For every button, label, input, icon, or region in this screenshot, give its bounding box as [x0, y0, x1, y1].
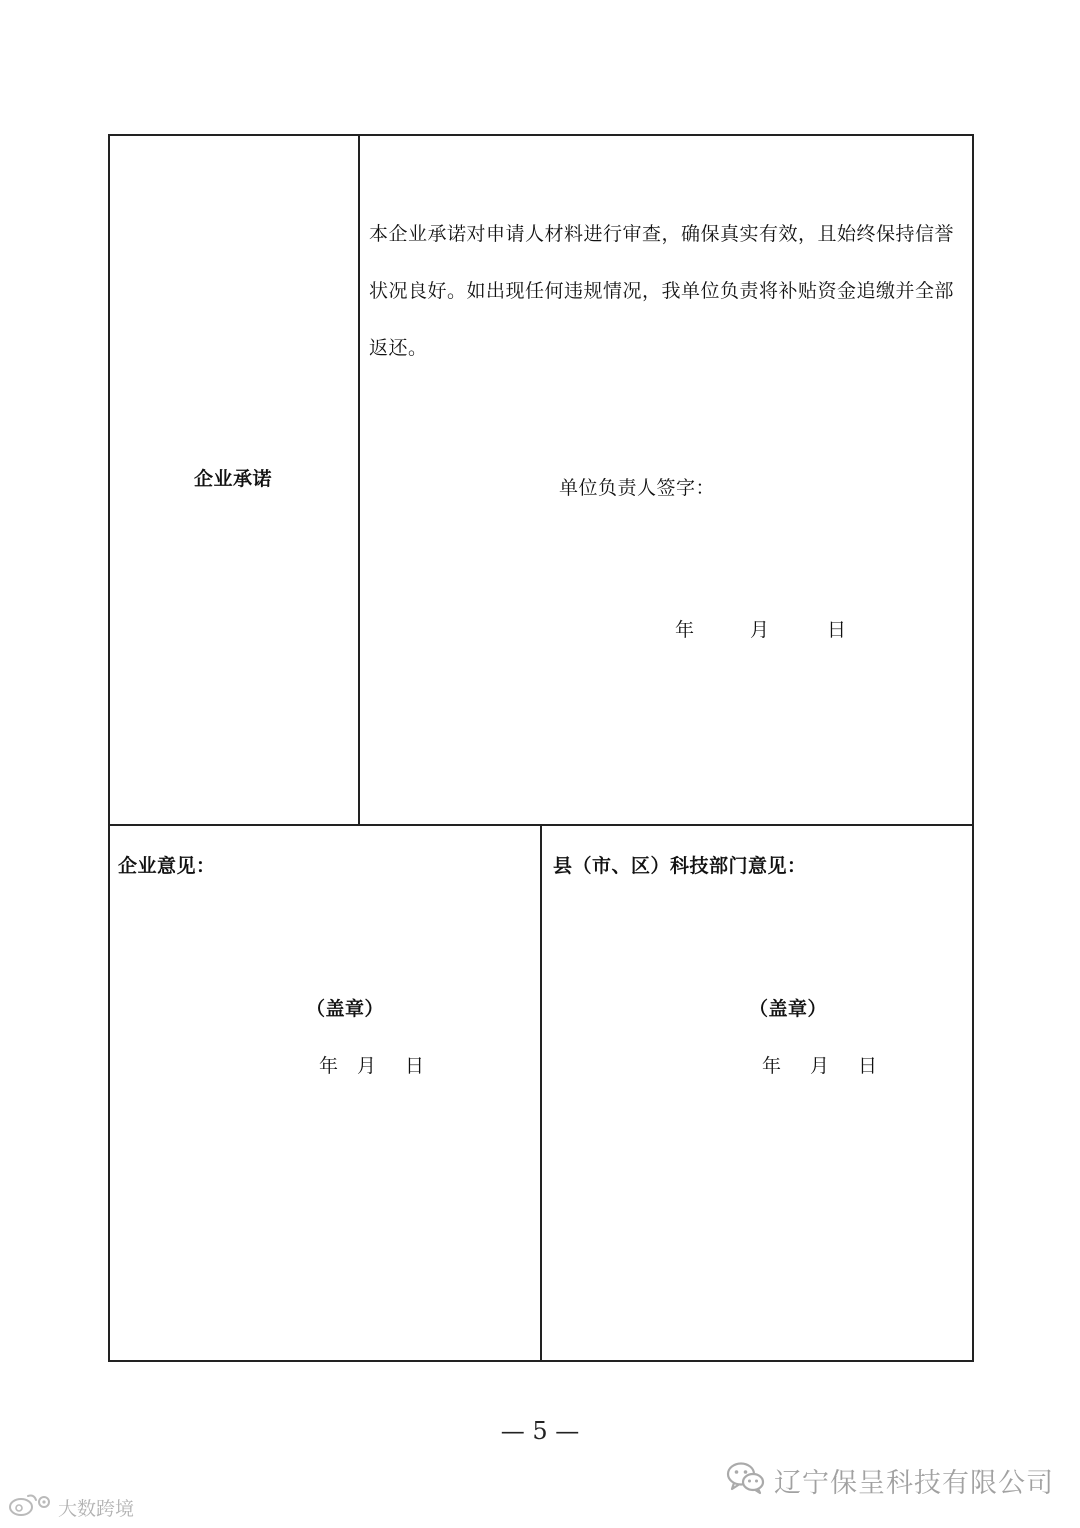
commitment-column-divider — [358, 134, 360, 825]
weibo-icon — [8, 1492, 54, 1522]
wechat-icon — [726, 1461, 766, 1499]
date-day: 日 — [858, 1055, 878, 1077]
date-month: 月 — [750, 619, 770, 641]
wechat-account-name: 辽宁保呈科技有限公司 — [774, 1467, 1054, 1499]
department-seal-label: （盖章） — [749, 998, 828, 1020]
department-opinion-label: 县（市、区）科技部门意见： — [553, 855, 807, 877]
commitment-paragraph-line: 状况良好。如出现任何违规情况，我单位负责将补贴资金追缴并全部 — [369, 280, 955, 302]
date-year: 年 — [762, 1055, 782, 1077]
date-month: 月 — [810, 1055, 830, 1077]
weibo-watermark — [8, 1492, 134, 1522]
commitment-label: 企业承诺 — [194, 468, 273, 490]
signature-label: 单位负责人签字： — [559, 477, 716, 499]
commitment-paragraph-line: 返还。 — [369, 337, 428, 359]
date-day: 日 — [827, 619, 847, 641]
page-number: — 5 — — [500, 1417, 580, 1445]
enterprise-seal-label: （盖章） — [306, 998, 385, 1020]
commitment-paragraph-line: 本企业承诺对申请人材料进行审查，确保真实有效，且始终保持信誉 — [369, 223, 955, 245]
opinion-column-divider — [540, 825, 542, 1362]
date-day: 日 — [405, 1055, 425, 1077]
enterprise-opinion-label: 企业意见： — [118, 855, 216, 877]
date-year: 年 — [675, 619, 695, 641]
date-year: 年 — [319, 1055, 339, 1077]
wechat-account-watermark — [726, 1460, 1054, 1500]
weibo-account-name: 大数跨境 — [58, 1497, 135, 1520]
date-month: 月 — [357, 1055, 377, 1077]
